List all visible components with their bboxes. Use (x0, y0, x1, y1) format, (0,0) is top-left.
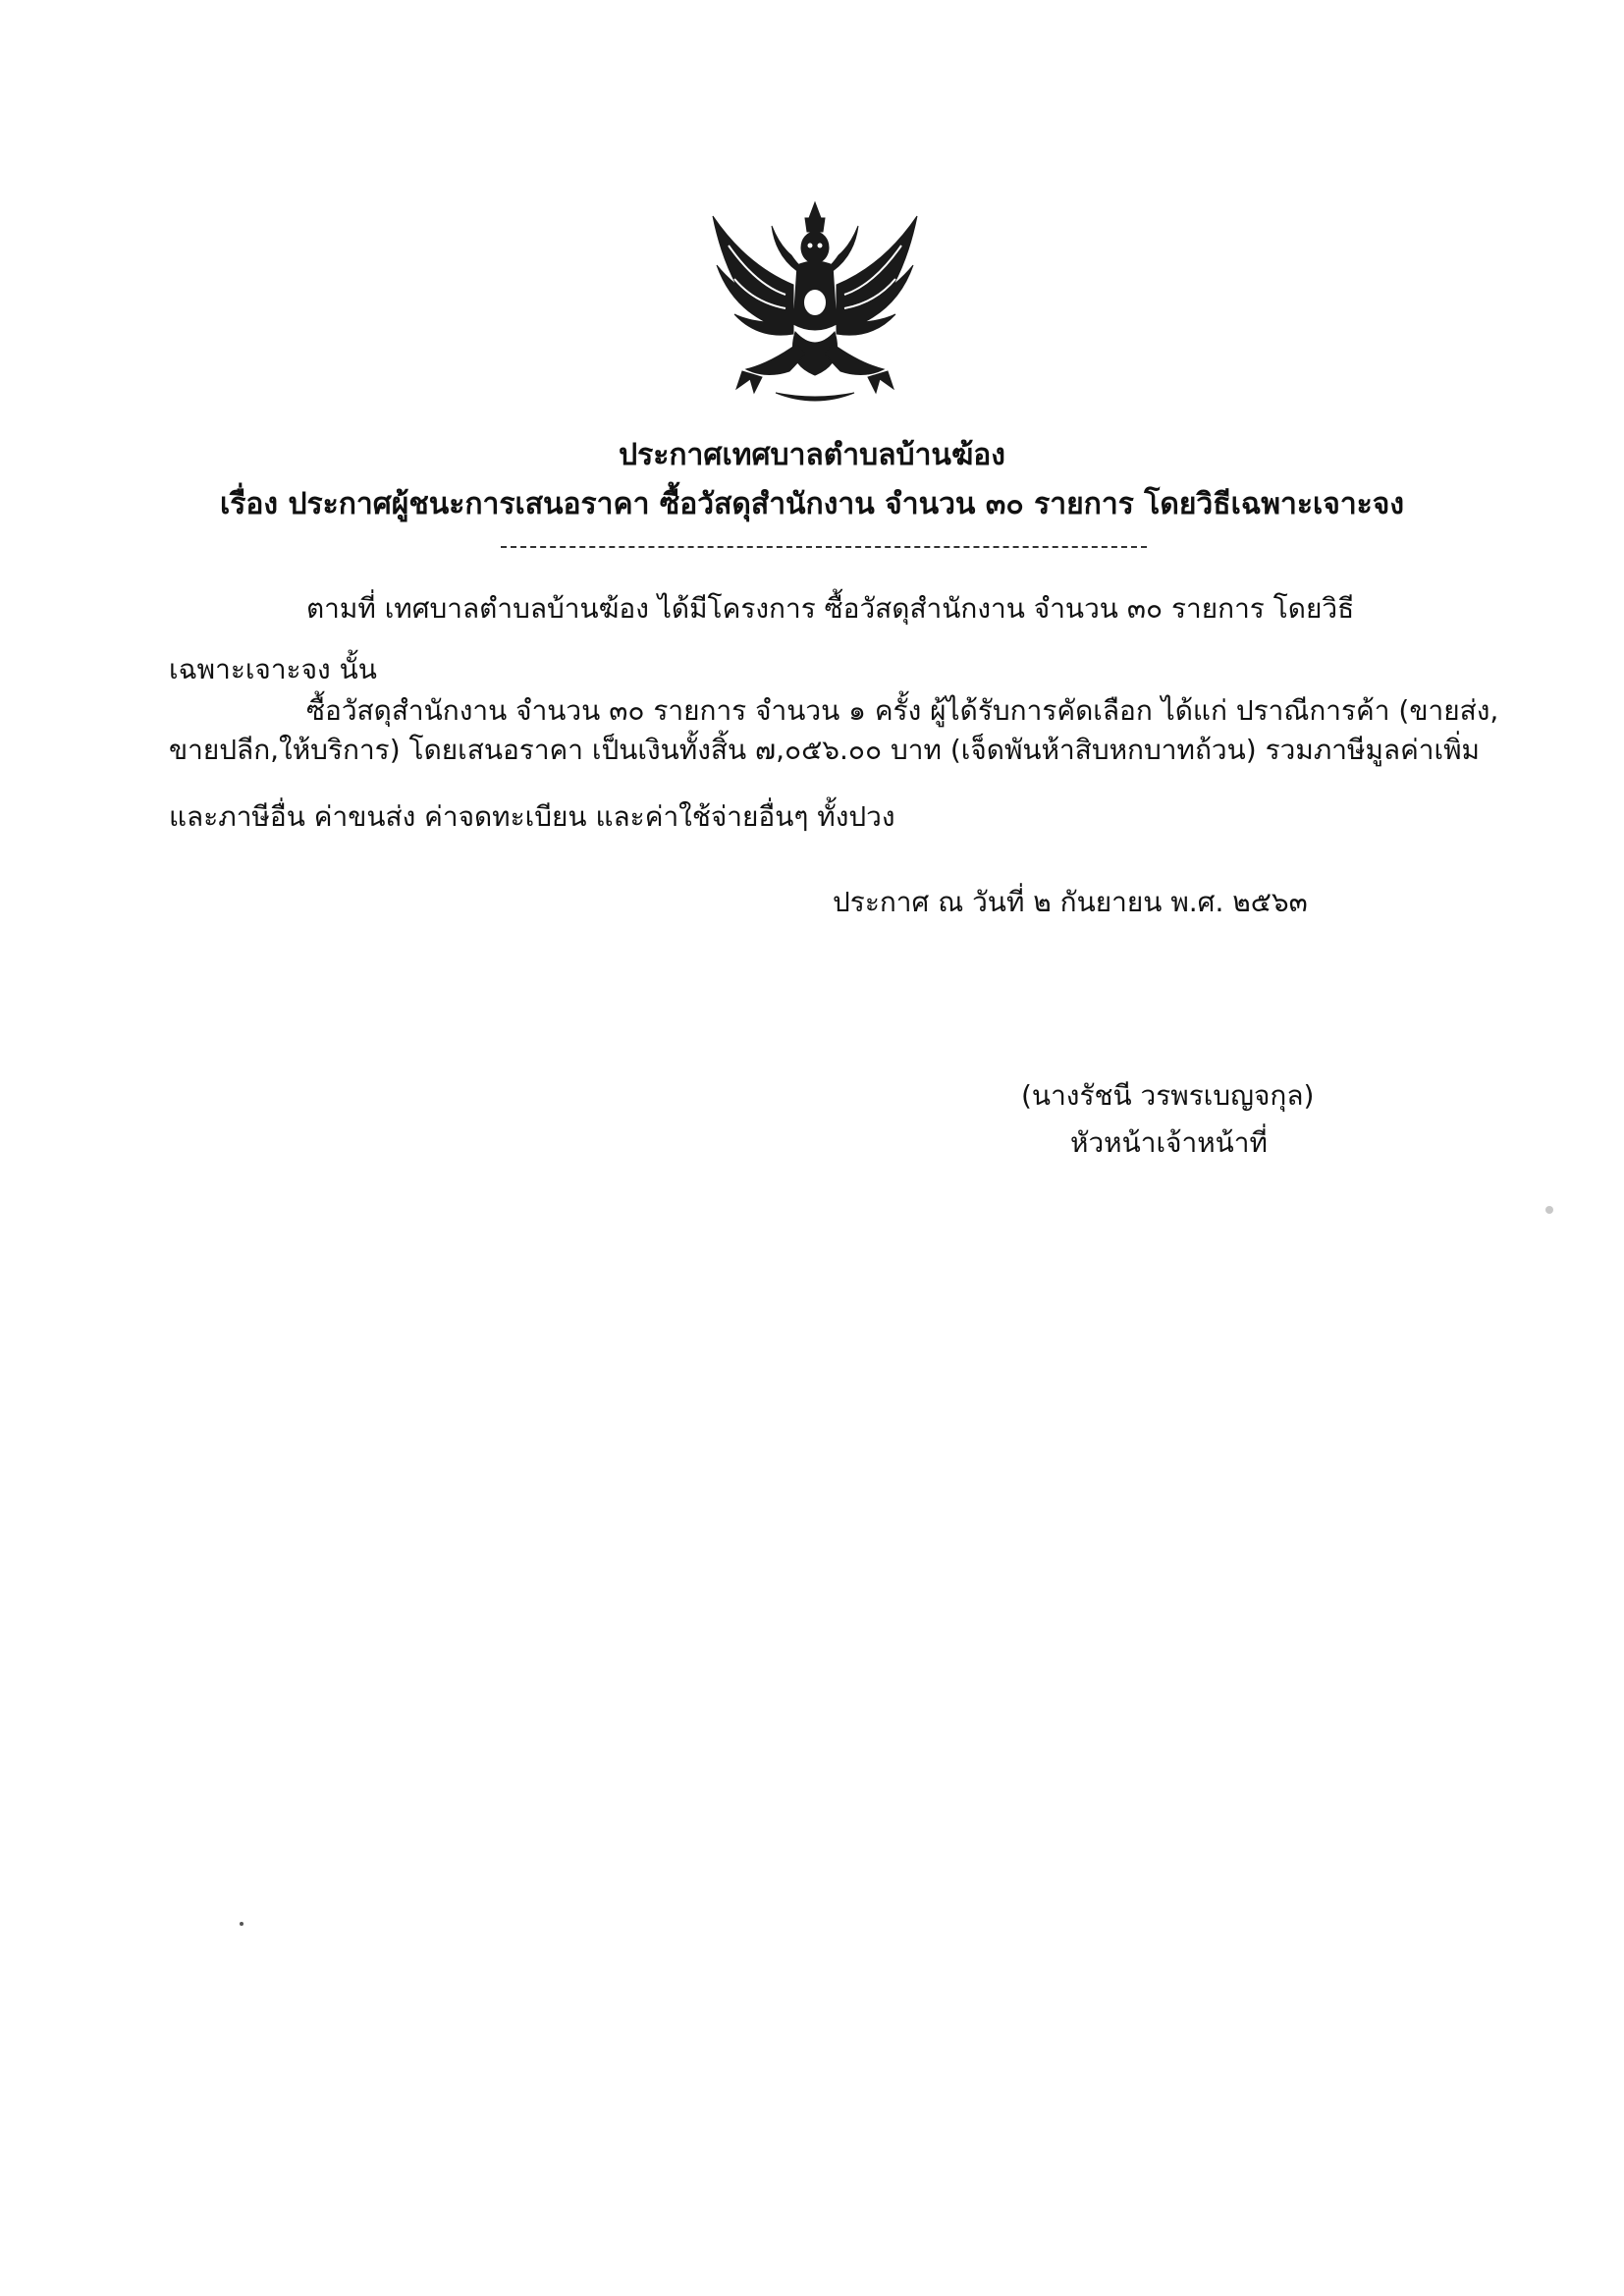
dashed-divider (501, 546, 1147, 548)
garuda-emblem-icon (707, 196, 923, 412)
scan-speck (240, 1922, 244, 1926)
announcement-subject: เรื่อง ประกาศผู้ชนะการเสนอราคา ซื้อวัสดุสำนักงาน จำนวน ๓๐ รายการ โดยวิธีเฉพาะเจาะจง (219, 487, 1405, 521)
body-line-1: ตามที่ เทศบาลตำบลบ้านฆ้อง ได้มีโครงการ ซื้อวัสดุสำนักงาน จำนวน ๓๐ รายการ โดยวิธี (306, 592, 1355, 625)
signatory-position: หัวหน้าเจ้าหน้าที่ (1070, 1126, 1268, 1159)
announcement-date: ประกาศ ณ วันที่ ๒ กันยายน พ.ศ. ๒๕๖๓ (833, 886, 1308, 918)
body-line-5: และภาษีอื่น ค่าขนส่ง ค่าจดทะเบียน และค่าใช้จ่ายอื่นๆ ทั้งปวง (169, 800, 895, 833)
body-line-3: ซื้อวัสดุสำนักงาน จำนวน ๓๐ รายการ จำนวน ๑ ครั้ง ผู้ได้รับการคัดเลือก ได้แก่ ปราณีการค้า (ขายส่ง, (306, 694, 1499, 727)
signatory-name: (นางรัชนี วรพรเบญจกุล) (1021, 1079, 1315, 1112)
scan-speck (1545, 1206, 1553, 1214)
body-line-2: เฉพาะเจาะจง นั้น (169, 653, 377, 685)
body-line-4: ขายปลีก,ให้บริการ) โดยเสนอราคา เป็นเงินทั้งสิ้น ๗,๐๕๖.๐๐ บาท (เจ็ดพันห้าสิบหกบาทถ้วน) รวมภาษีมูลค่าเพิ่ม (169, 734, 1481, 766)
announcement-heading: ประกาศเทศบาลตำบลบ้านฆ้อง (619, 438, 1005, 472)
